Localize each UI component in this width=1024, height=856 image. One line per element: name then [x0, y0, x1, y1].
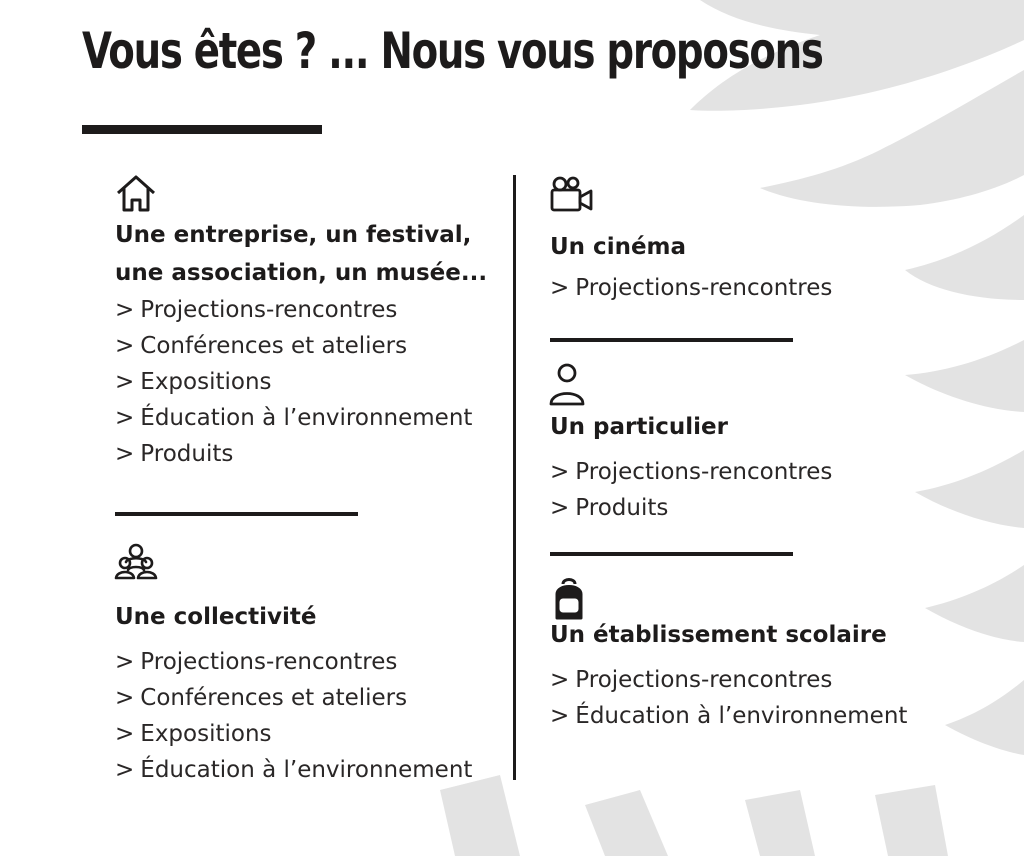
heading-line: une association, un musée... — [115, 260, 488, 286]
chevron-right-icon: > — [115, 369, 135, 395]
section-heading: Une collectivité — [115, 604, 317, 630]
list-item: > Produits — [115, 441, 234, 467]
offer-list — [550, 662, 907, 734]
title-underline — [82, 125, 322, 134]
section-separator — [550, 552, 793, 556]
chevron-right-icon: > — [115, 721, 135, 747]
chevron-right-icon: > — [115, 685, 135, 711]
chevron-right-icon: > — [115, 333, 135, 359]
chevron-right-icon: > — [115, 297, 135, 323]
list-item: > Éducation à l’environnement — [550, 703, 908, 729]
section-heading: Un cinéma — [550, 234, 687, 260]
section-cinema — [550, 172, 832, 306]
list-item: > Éducation à l’environnement — [115, 405, 473, 431]
section-separator — [550, 338, 793, 342]
offer-list — [550, 270, 832, 306]
chevron-right-icon: > — [550, 667, 570, 693]
list-item: > Projections-rencontres — [550, 275, 833, 301]
list-item: > Projections-rencontres — [115, 649, 398, 675]
offer-list — [115, 644, 472, 788]
section-particulier — [550, 362, 832, 526]
backpack-icon — [549, 576, 593, 620]
section-heading: Un établissement scolaire — [550, 622, 887, 648]
chevron-right-icon: > — [115, 757, 135, 783]
section-separator — [115, 512, 358, 516]
list-item: > Projections-rencontres — [550, 459, 833, 485]
chevron-right-icon: > — [550, 275, 570, 301]
offer-list — [550, 454, 832, 526]
column-divider — [513, 175, 516, 780]
list-item: > Projections-rencontres — [550, 667, 833, 693]
house-icon — [114, 172, 158, 216]
offer-list — [115, 292, 487, 472]
section-etablissement-scolaire — [550, 576, 907, 734]
list-item: > Conférences et ateliers — [115, 685, 408, 711]
section-heading — [115, 216, 487, 292]
person-icon — [549, 362, 593, 406]
list-item: > Projections-rencontres — [115, 297, 398, 323]
chevron-right-icon: > — [115, 441, 135, 467]
section-heading: Un particulier — [550, 414, 728, 440]
list-item: > Conférences et ateliers — [115, 333, 408, 359]
chevron-right-icon: > — [550, 459, 570, 485]
page-title: Vous êtes ? ... Nous vous proposons — [82, 22, 823, 80]
heading-line: Une entreprise, un festival, — [115, 222, 472, 248]
chevron-right-icon: > — [115, 649, 135, 675]
list-item: > Expositions — [115, 369, 272, 395]
film-camera-icon — [549, 172, 593, 216]
section-collectivite — [115, 540, 472, 788]
section-entreprise — [115, 172, 487, 472]
chevron-right-icon: > — [550, 495, 570, 521]
list-item: > Éducation à l’environnement — [115, 757, 473, 783]
list-item: > Expositions — [115, 721, 272, 747]
chevron-right-icon: > — [115, 405, 135, 431]
chevron-right-icon: > — [550, 703, 570, 729]
group-of-people-icon — [114, 540, 158, 584]
list-item: > Produits — [550, 495, 669, 521]
